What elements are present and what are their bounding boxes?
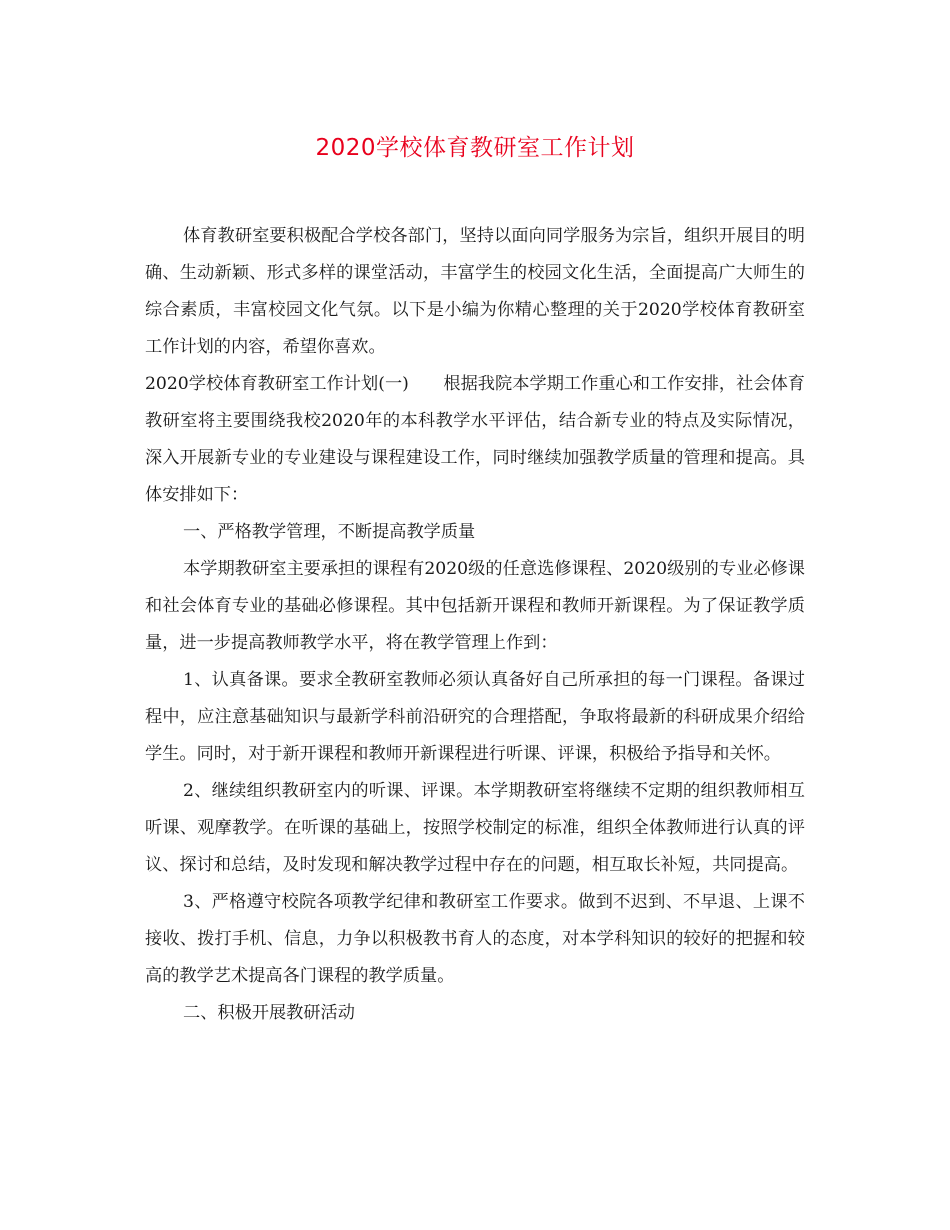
document-body — [145, 218, 805, 1032]
document-title: 2020学校体育教研室工作计划 — [315, 135, 635, 161]
paragraph-courses: 本学期教研室主要承担的课程有2020级的任意选修课程、2020级别的专业必修课和社会体育专业的基础必修课程。其中包括新开课程和教师开新课程。为了保证教学质量，进一步提高教师教学水平，将在教学管理上作到： — [145, 559, 805, 653]
paragraph-intro: 体育教研室要积极配合学校各部门，坚持以面向同学服务为宗旨，组织开展目的明确、生动新颖、形式多样的课堂活动，丰富学生的校园文化生活，全面提高广大师生的综合素质，丰富校园文化气氛。以下是小编为你精心整理的关于2020学校体育教研室工作计划的内容，希望你喜欢。 — [145, 226, 805, 357]
paragraph-item-2: 2、继续组织教研室内的听课、评课。本学期教研室将继续不定期的组织教师相互听课、观摩教学。在听课的基础上，按照学校制定的标准，组织全体教师进行认真的评议、探讨和总结，及时发现和解决教学过程中存在的问题，相互取长补短，共同提高。 — [145, 781, 805, 875]
paragraph-plan-one: 2020学校体育教研室工作计划(一) 根据我院本学期工作重心和工作安排，社会体育教研室将主要围绕我校2020年的本科教学水平评估，结合新专业的特点及实际情况，深入开展新专业的专业建设与课程建设工作，同时继续加强教学质量的管理和提高。具体安排如下： — [145, 374, 805, 505]
heading-section-one: 一、严格教学管理，不断提高教学质量 — [183, 522, 476, 542]
paragraph-item-3: 3、严格遵守校院各项教学纪律和教研室工作要求。做到不迟到、不早退、上课不接收、拨打手机、信息，力争以积极教书育人的态度，对本学科知识的较好的把握和较高的教学艺术提高各门课程的教学质量。 — [145, 892, 805, 986]
paragraph-item-1: 1、认真备课。要求全教研室教师必须认真备好自己所承担的每一门课程。备课过程中，应注意基础知识与最新学科前沿研究的合理搭配，争取将最新的科研成果介绍给学生。同时，对于新开课程和教师开新课程进行听课、评课，积极给予指导和关怀。 — [145, 670, 805, 764]
heading-section-two: 二、积极开展教研活动 — [183, 1003, 355, 1023]
